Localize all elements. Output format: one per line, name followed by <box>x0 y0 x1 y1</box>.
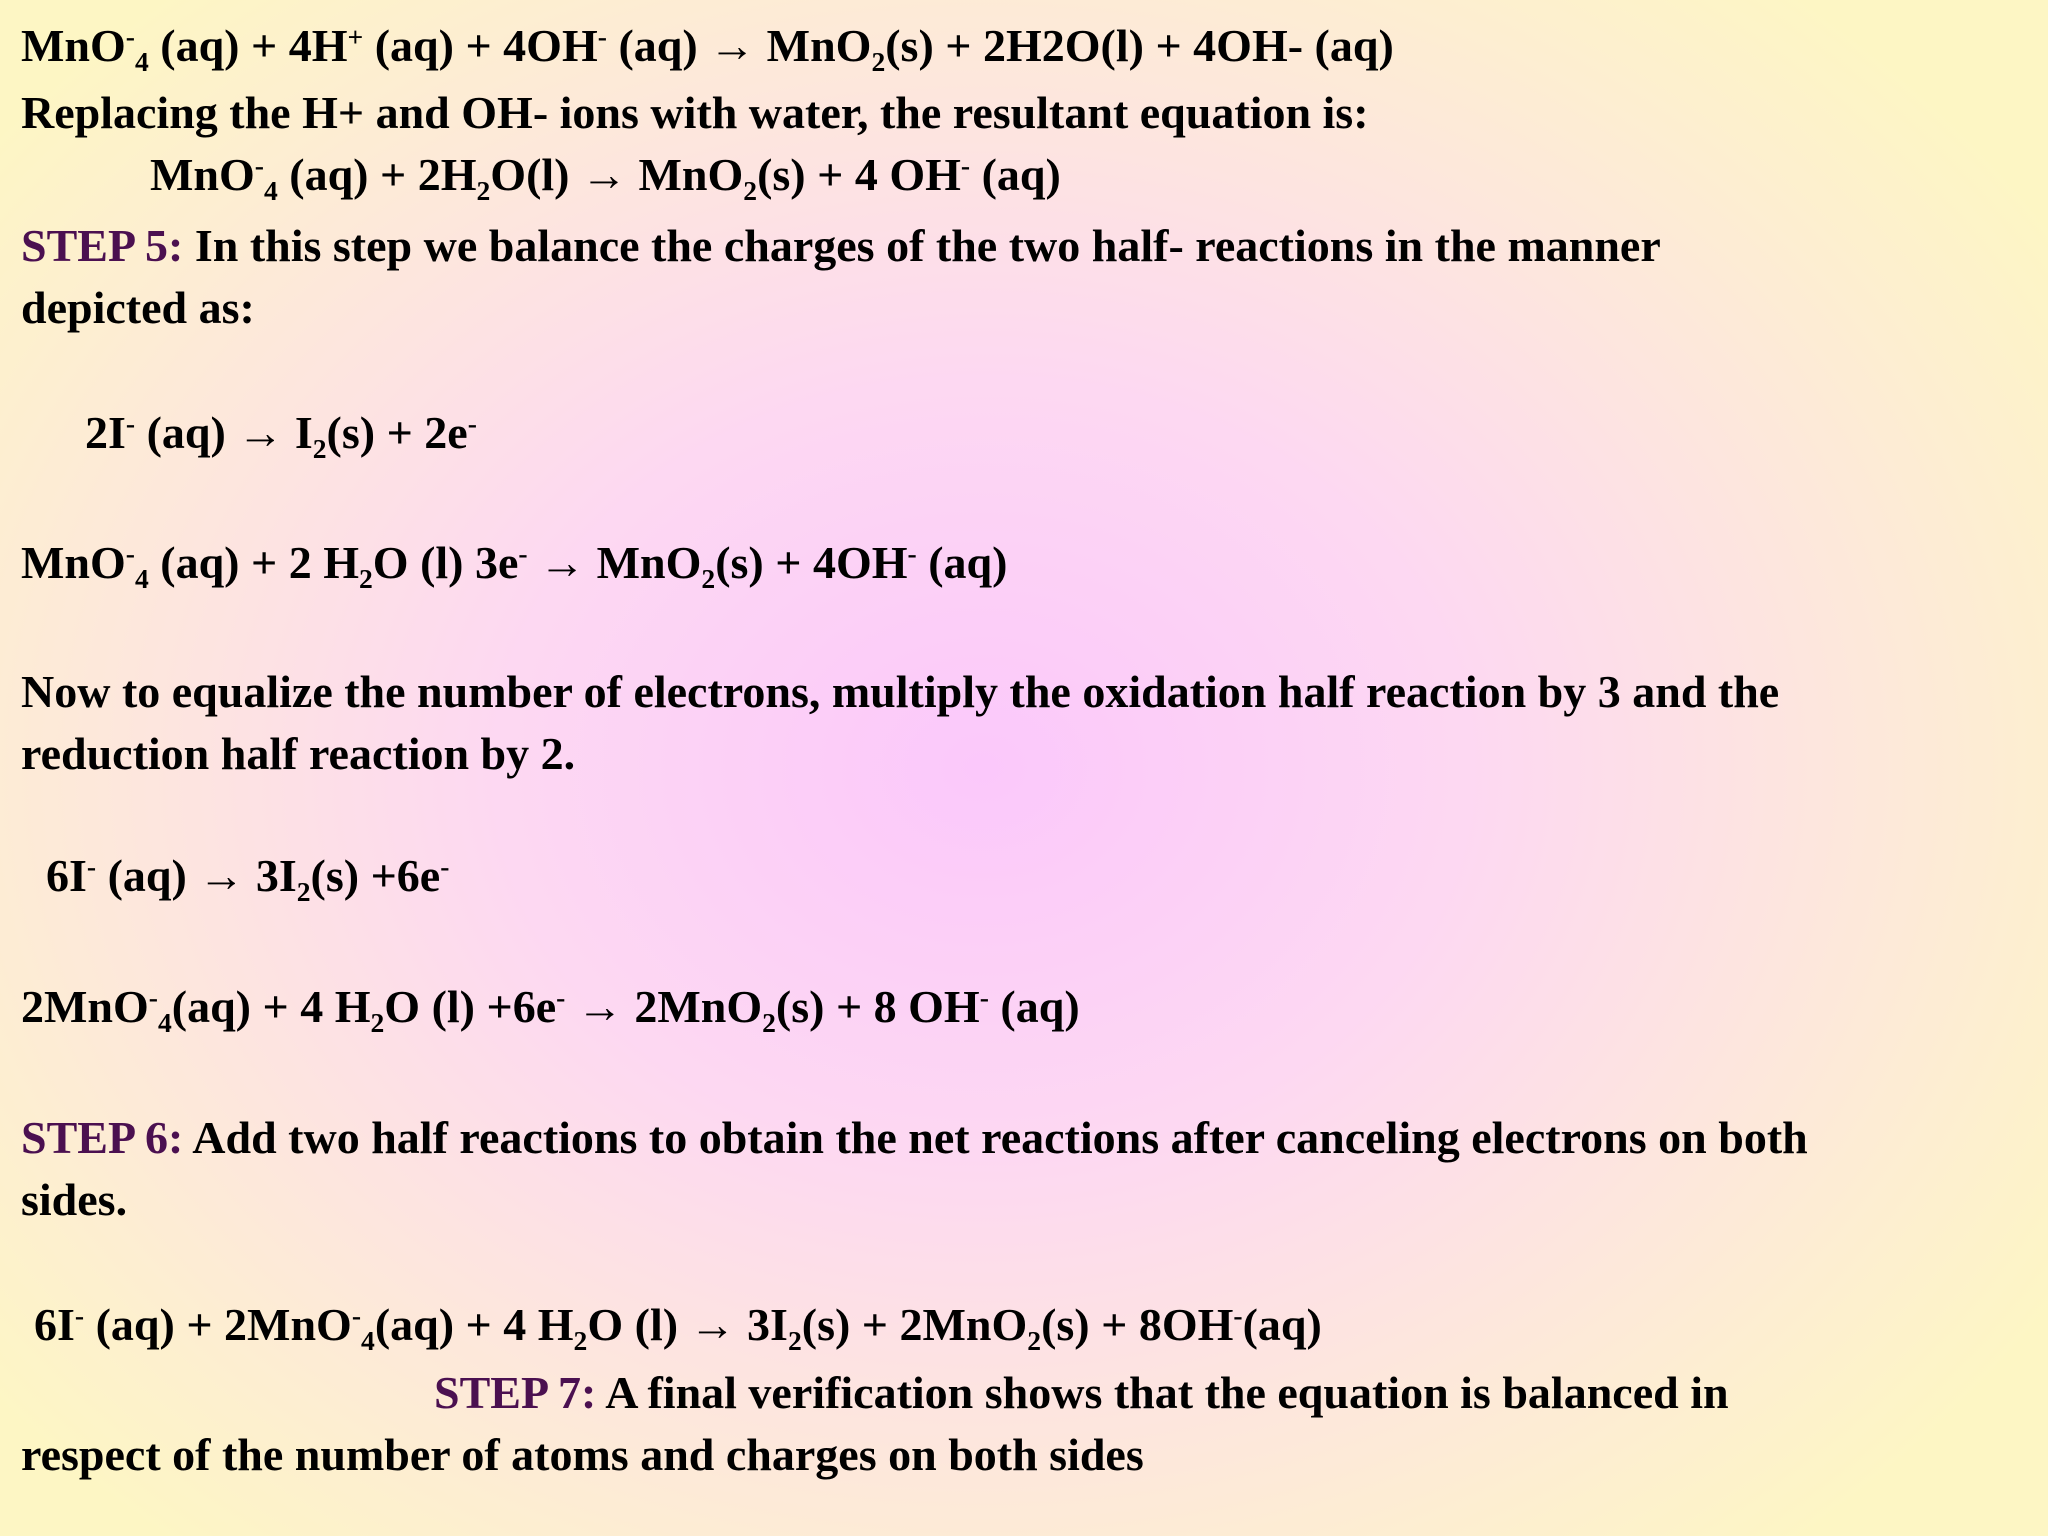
equalize-electrons-continuation: reduction half reaction by 2. <box>21 728 576 779</box>
equation-net-reaction: 6I- (aq) + 2MnO-$_4$(aq) + 4 $H_2O$ $(l) \to 3I_2(s) + 2MnO_2(s) + 8OH^-(aq)$ <box>34 1299 1322 1356</box>
step-5-continuation: depicted as: <box>21 282 255 333</box>
equation-permanganate-reduction: MnO-$_4$ (aq) + 2 $H_2O$ (l) 3e- → MnO$_2$(s) + 4OH- (aq) <box>21 537 1008 594</box>
equation-permanganate-with-ions: MnO-$_4$ (aq) + 4H+ (aq) + 4OH- (aq) → MnO$_2$(s) + 2H2O(l) + 4OH- (aq) <box>21 20 1394 77</box>
equalize-electrons-sentence: Now to equalize the number of electrons, multiply the oxidation half reaction by 3 and the <box>21 666 1780 717</box>
step-7-paragraph <box>434 1363 1729 1423</box>
equation-iodide-oxidation-x3: 6I- $(aq) \to 3I_2(s) +6e^-$ <box>46 850 450 907</box>
equation-permanganate-with-water: MnO-$_4$ $(aq) + 2H_2O(l) \to MnO_2(s) + 4$ OH- (aq) <box>150 149 1061 206</box>
step-6-label: STEP 6: <box>21 1112 184 1163</box>
replacing-ions-sentence: Replacing the H+ and OH- ions with water, the resultant equation is: <box>21 87 1369 138</box>
step-6-paragraph <box>21 1108 1808 1168</box>
equation-permanganate-reduction-x2: 2MnO-$_4$(aq) + 4 $H_2O$ (l) +6e- → 2MnO$_2$(s) + 8 OH- (aq) <box>21 981 1080 1038</box>
equation-iodide-oxidation: 2I- $(aq) \to I_2(s) + 2e^-$ <box>85 407 477 464</box>
step-6-continuation: sides. <box>21 1174 128 1225</box>
step-5-label: STEP 5: <box>21 220 184 271</box>
step-7-continuation: respect of the number of atoms and charges on both sides <box>21 1429 1144 1480</box>
step-6-text: Add two half reactions to obtain the net reactions after canceling electrons on both <box>183 1112 1808 1163</box>
step-7-label: STEP 7: <box>434 1367 597 1418</box>
step-5-text: In this step we balance the charges of the two half- reactions in the manner <box>183 220 1661 271</box>
step-7-text: A final verification shows that the equation is balanced in <box>596 1367 1729 1418</box>
step-5-paragraph <box>21 216 1661 276</box>
